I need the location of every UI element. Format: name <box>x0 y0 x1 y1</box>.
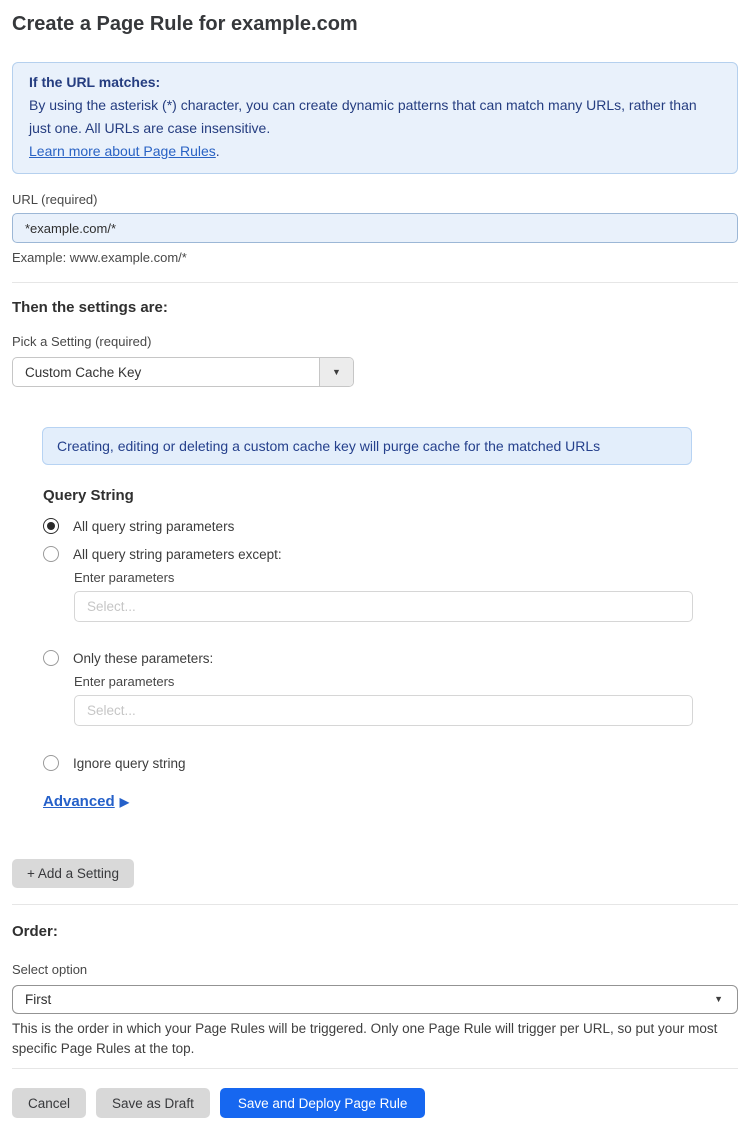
chevron-down-icon: ▼ <box>714 994 723 1004</box>
setting-picker-value: Custom Cache Key <box>25 364 142 380</box>
advanced-link-text: Advanced <box>43 793 115 810</box>
info-box-body: By using the asterisk (*) character, you can create dynamic patterns that can match many URLs, rather than just one. All URLs are case insensitive. <box>29 97 697 136</box>
radio-label-ignore-query: Ignore query string <box>73 755 186 771</box>
enter-parameters-label: Enter parameters <box>74 570 175 585</box>
divider <box>12 1068 738 1069</box>
except-parameters-input[interactable] <box>74 591 693 622</box>
learn-more-link[interactable]: Learn more about Page Rules <box>29 143 216 159</box>
chevron-down-icon: ▼ <box>332 366 341 377</box>
chevron-right-icon: ▶ <box>119 795 129 809</box>
radio-option-except-params[interactable] <box>43 544 738 564</box>
save-as-draft-button[interactable]: Save as Draft <box>96 1088 210 1118</box>
enter-parameters-label: Enter parameters <box>74 674 175 689</box>
setting-picker-label: Pick a Setting (required) <box>12 334 152 349</box>
info-box-heading: If the URL matches: <box>29 74 161 90</box>
url-field-label: URL (required) <box>12 192 98 207</box>
cache-key-notice: Creating, editing or deleting a custom cache key will purge cache for the matched URLs <box>42 427 692 465</box>
divider <box>12 904 738 905</box>
url-input[interactable] <box>12 213 738 243</box>
radio-button-icon[interactable] <box>43 755 59 771</box>
radio-option-ignore-query[interactable] <box>43 753 738 773</box>
add-setting-button[interactable]: + Add a Setting <box>12 859 134 888</box>
radio-label-only-params: Only these parameters: <box>73 650 214 666</box>
order-select[interactable] <box>12 985 738 1014</box>
dropdown-arrow-button[interactable] <box>319 358 353 386</box>
link-suffix: . <box>215 143 220 159</box>
radio-label-except-params: All query string parameters except: <box>73 546 282 562</box>
divider <box>12 282 738 283</box>
order-section-heading: Order: <box>12 923 58 940</box>
order-select-value: First <box>25 992 52 1007</box>
url-match-info-box <box>12 62 738 174</box>
radio-button-icon[interactable] <box>43 518 59 534</box>
except-params-sub-block <box>74 570 738 622</box>
query-string-heading: Query String <box>43 487 134 504</box>
only-params-sub-block <box>74 674 738 726</box>
info-box-link-line <box>29 140 721 163</box>
cancel-button[interactable]: Cancel <box>12 1088 86 1118</box>
url-example-helper: Example: www.example.com/* <box>12 250 187 265</box>
advanced-link[interactable] <box>43 793 129 810</box>
only-parameters-input[interactable] <box>74 695 693 726</box>
settings-section-heading: Then the settings are: <box>12 299 168 316</box>
radio-option-only-params[interactable] <box>43 648 738 668</box>
radio-option-all-params[interactable] <box>43 516 738 536</box>
radio-button-icon[interactable] <box>43 650 59 666</box>
order-select-label: Select option <box>12 962 88 977</box>
radio-button-icon[interactable] <box>43 546 59 562</box>
radio-label-all-params: All query string parameters <box>73 518 235 534</box>
page-title: Create a Page Rule for example.com <box>12 13 358 35</box>
save-and-deploy-button[interactable]: Save and Deploy Page Rule <box>220 1088 426 1118</box>
order-helper-text: This is the order in which your Page Rules will be triggered. Only one Page Rule will trigger per URL, so put your most specific Page Rules at the top. <box>12 1021 718 1056</box>
setting-picker-dropdown[interactable] <box>12 357 354 387</box>
footer-actions <box>12 1088 738 1118</box>
